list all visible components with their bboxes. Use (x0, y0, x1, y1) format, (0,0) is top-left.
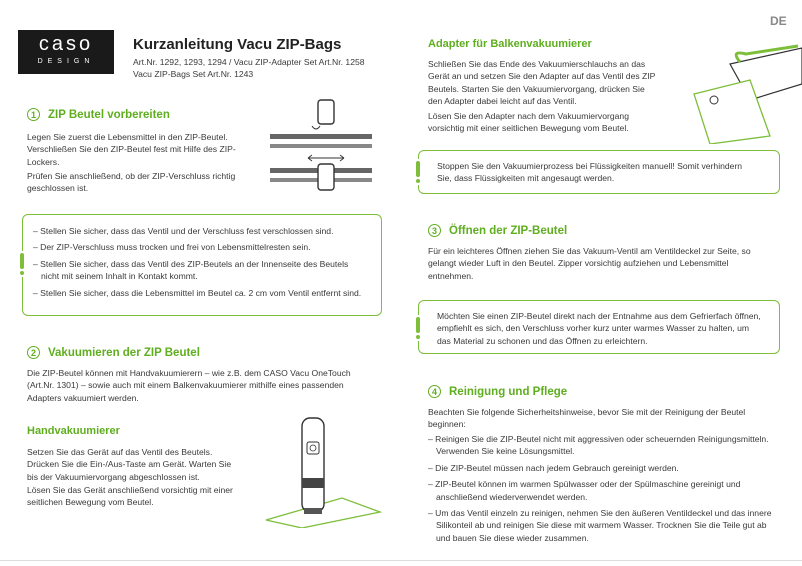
caso-logo (18, 30, 114, 74)
section-title: Vakuumieren der ZIP Beutel (48, 346, 200, 359)
adapter-text-2: Lösen Sie den Adapter nach dem Vakuumiervorgang vorsichtig mit einer seitlichen Bewegung vom Beutel. (428, 111, 629, 134)
logo-subline: DESIGN (37, 58, 95, 65)
warning-text-2: Stoppen Sie den Vakuumierprozess bei Flüssigkeiten manuell! Somit verhindern Sie, dass Flüssigkeiten mit angesaugt werden. (437, 161, 743, 184)
exclamation-icon (18, 251, 26, 277)
section-number: 2 (27, 346, 40, 359)
list-item: – Die ZIP-Beutel müssen nach jedem Gebrauch gereinigt werden. (428, 462, 773, 474)
hand-vacuum-illustration (262, 412, 382, 528)
section-1-text-2: Prüfen Sie anschließend, ob der ZIP-Verschluss richtig geschlossen ist. (27, 171, 236, 194)
section-title: Reinigung und Pflege (449, 385, 568, 398)
section-3-text: Für ein leichteres Öffnen ziehen Sie das Vakuum-Ventil am Ventildeckel zur Seite, so gelangt wieder Luft in den Beutel. Zipper vorsichtig aufziehen und Lebensmittel entnehmen. (428, 246, 751, 281)
list-item: – ZIP-Beutel können im warmen Spülwasser oder der Spülmaschine gereinigt und anschließend wiederverwendet werden. (428, 478, 773, 503)
page-title: Kurzanleitung Vacu ZIP-Bags (133, 36, 342, 53)
hand-vacuum-text-2: Lösen Sie das Gerät anschließend vorsichtig mit einer seitlichen Bewegung vom Beutel. (27, 485, 233, 508)
warning-box-1 (22, 214, 382, 316)
cleaning-list (428, 433, 773, 548)
section-2-heading (27, 346, 200, 359)
exclamation-icon (414, 159, 422, 185)
article-numbers-1: Art.Nr. 1292, 1293, 1294 / Vacu ZIP-Adapter Set Art.Nr. 1258 (133, 57, 365, 67)
list-item: – Stellen Sie sicher, dass das Ventil des ZIP-Beutels an der Innenseite des Beutels nicht mit seinem Inhalt in Kontakt kommt. (33, 258, 368, 283)
section-2-text: Die ZIP-Beutel können mit Handvakuumierern – wie z.B. dem CASO Vacu OneTouch (Art.Nr. 1301) – sowie auch mit einem Balkenvakuumierer mithilfe eines passenden Adapters vakuumiert werden. (27, 368, 351, 403)
section-title: ZIP Beutel vorbereiten (48, 108, 170, 121)
section-number: 4 (428, 385, 441, 398)
warning-text-3: Möchten Sie einen ZIP-Beutel direkt nach der Entnahme aus dem Gefrierfach öffnen, empfiehlt es sich, den Verschluss vorher kurz unter warmes Wasser zu halten, um das Material zu schonen und das Öffnen zu erleichtern. (437, 311, 761, 346)
language-badge: DE (770, 14, 787, 28)
section-1-heading (27, 108, 170, 121)
exclamation-icon (414, 315, 422, 341)
adapter-heading: Adapter für Balkenvakuumierer (428, 38, 592, 50)
article-numbers-2: Vacu ZIP-Bags Set Art.Nr. 1243 (133, 69, 254, 79)
logo-wordmark: caso (38, 33, 94, 55)
section-number: 3 (428, 224, 441, 237)
section-4-heading (428, 385, 567, 398)
hand-vacuum-text-1: Setzen Sie das Gerät auf das Ventil des Beutels. Drücken Sie die Ein-/Aus-Taste am Gerät. Warten Sie bis der Vakuumiervorgang abgeschlossen ist. (27, 447, 232, 482)
bottom-divider (0, 560, 802, 561)
warning-box-2 (418, 150, 780, 194)
section-number: 1 (27, 108, 40, 121)
section-title: Öffnen der ZIP-Beutel (449, 224, 568, 237)
zip-locker-illustration (268, 96, 388, 194)
hand-vacuum-heading: Handvakuumierer (27, 425, 120, 437)
adapter-illustration (690, 44, 802, 144)
adapter-text-1: Schließen Sie das Ende des Vakuumierschlauchs an das Gerät an und setzen Sie den Adapter auf das Ventil des ZIP Beutels. Starten Sie den Vakuumiervorgang, drücken Sie den Adapter dabei leicht auf das Ventil. (428, 59, 656, 107)
list-item: – Um das Ventil einzeln zu reinigen, nehmen Sie den äußeren Ventildeckel und das innere Silikonteil ab und reinigen Sie diese mit warmem Wasser. Trocknen Sie die Teile gut ab und bauen Sie diese wieder zusammen. (428, 507, 773, 544)
warning-box-3 (418, 300, 780, 354)
section-1-text-1: Legen Sie zuerst die Lebensmittel in den ZIP-Beutel. Verschließen Sie den ZIP-Beutel fest mit Hilfe des ZIP-Lockers. (27, 132, 236, 167)
list-item: – Stellen Sie sicher, dass das Ventil und der Verschluss fest verschlossen sind. (33, 225, 368, 237)
section-4-intro: Beachten Sie folgende Sicherheitshinweise, bevor Sie mit der Reinigung der Beutel beginnen: (428, 407, 746, 430)
list-item: – Der ZIP-Verschluss muss trocken und frei von Lebensmittelresten sein. (33, 241, 368, 253)
list-item: – Reinigen Sie die ZIP-Beutel nicht mit aggressiven oder scheuernden Reinigungsmitteln. Verwenden Sie keine Lösungsmittel. (428, 433, 773, 458)
warning-list-1 (33, 225, 368, 303)
list-item: – Stellen Sie sicher, dass die Lebensmittel im Beutel ca. 2 cm vom Ventil entfernt sind. (33, 287, 368, 299)
section-3-heading (428, 224, 567, 237)
